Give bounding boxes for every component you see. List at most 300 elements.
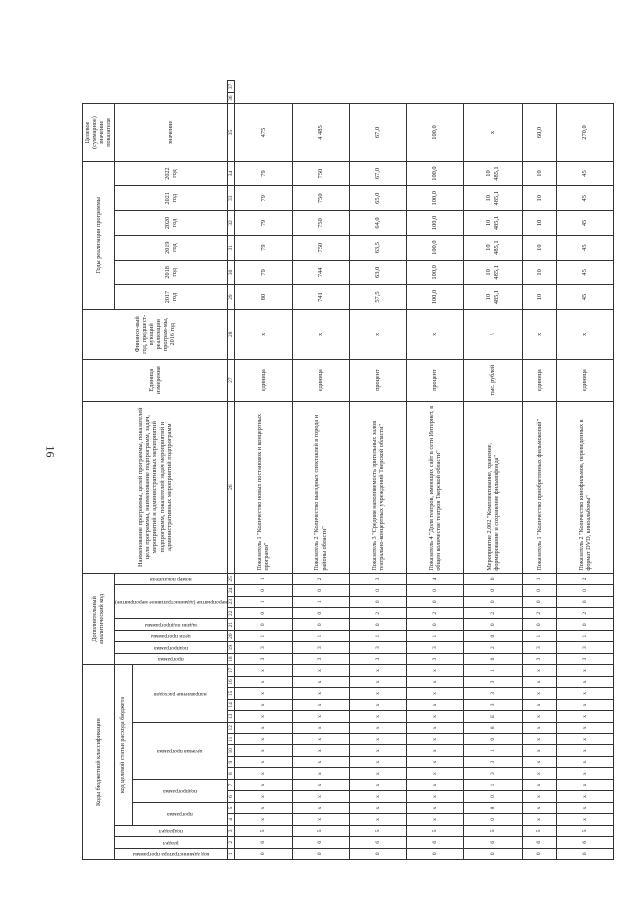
total-value-cell: 270,0 <box>556 104 613 161</box>
code-cell: 2 <box>463 608 522 619</box>
code-cell: 0 <box>235 848 292 859</box>
code-cell: x <box>235 676 292 687</box>
kcsr-header-program: программа <box>132 802 228 825</box>
code-cell: 0 <box>349 619 406 630</box>
year-value-cell: 10 485,1 <box>463 285 522 310</box>
code-header-goals: цели программы <box>114 630 228 641</box>
code-cell: x <box>235 802 292 813</box>
code-cell: x <box>406 722 463 733</box>
code-cell: x <box>292 802 349 813</box>
code-cell: 5 <box>406 825 463 836</box>
row-name-cell: Показатель 3 "Средняя наполняемость зрительных залов театрально-концертных учреждений Тверской области" <box>349 401 406 573</box>
code-header-indicator: номер показателя <box>114 573 228 584</box>
fin-year-cell: x <box>235 309 292 359</box>
code-cell: 1 <box>292 630 349 641</box>
code-cell: 3 <box>235 653 292 664</box>
year-value-cell: 10 485,1 <box>463 260 522 285</box>
code-cell: 1 <box>463 779 522 790</box>
code-cell: 5 <box>235 825 292 836</box>
column-number: 20 <box>228 630 235 641</box>
code-cell: x <box>406 711 463 722</box>
year-header-2018: 2018 год <box>114 260 228 285</box>
code-cell: x <box>349 711 406 722</box>
code-cell: 3 <box>522 642 556 653</box>
code-cell: x <box>556 711 613 722</box>
year-value-cell: 57,5 <box>349 285 406 310</box>
code-cell: x <box>292 665 349 676</box>
column-number: 34 <box>228 161 235 186</box>
code-cell: x <box>235 791 292 802</box>
code-cell: x <box>522 791 556 802</box>
code-cell: x <box>522 768 556 779</box>
unit-column-header: Единица измерения <box>83 359 228 401</box>
year-value-cell: 45 <box>556 211 613 236</box>
year-value-cell: 750 <box>292 161 349 186</box>
total-value-cell: 4 485 <box>292 104 349 161</box>
code-cell: x <box>406 745 463 756</box>
column-number: 1 <box>228 848 235 859</box>
code-cell: x <box>522 688 556 699</box>
code-cell: x <box>522 711 556 722</box>
year-value-cell: 10 <box>522 285 556 310</box>
code-cell: 0 <box>463 814 522 825</box>
year-value-cell: 65,0 <box>349 186 406 211</box>
code-cell: 1 <box>406 630 463 641</box>
unit-cell: тыс. рублей <box>463 359 522 401</box>
year-value-cell: 744 <box>292 260 349 285</box>
code-cell: x <box>522 745 556 756</box>
column-number: 36 <box>228 92 235 103</box>
code-cell: E <box>463 711 522 722</box>
program-table <box>82 80 614 860</box>
unit-cell: единица <box>235 359 292 401</box>
code-cell: x <box>522 665 556 676</box>
year-value-cell: 80 <box>235 285 292 310</box>
code-cell: x <box>556 676 613 687</box>
code-cell: 0 <box>292 619 349 630</box>
fin-year-column-header: Финансо-вый год, предшест-вующий реализации програм-мы, 2016 год <box>83 309 228 359</box>
table-row <box>235 81 292 860</box>
code-cell: x <box>556 768 613 779</box>
column-number: 22 <box>228 608 235 619</box>
code-cell: x <box>556 756 613 767</box>
code-cell: x <box>556 791 613 802</box>
year-value-cell: 45 <box>556 186 613 211</box>
year-value-cell: 750 <box>292 186 349 211</box>
code-cell: x <box>235 734 292 745</box>
code-cell: x <box>556 722 613 733</box>
row-name-cell: Мероприятие 2.002 "Комплектование, хранение, формирование и сохранение фильмофонда" <box>463 401 522 573</box>
code-cell: 5 <box>556 825 613 836</box>
code-cell: x <box>522 756 556 767</box>
code-cell: 0 <box>522 619 556 630</box>
years-group-header: Годы реализации программы <box>83 161 115 309</box>
code-cell: x <box>349 768 406 779</box>
column-number: 29 <box>228 285 235 310</box>
column-number: 3 <box>228 825 235 836</box>
fin-year-cell: x <box>522 309 556 359</box>
code-cell: 3 <box>556 653 613 664</box>
year-value-cell: 100,0 <box>406 211 463 236</box>
year-value-cell: 45 <box>556 285 613 310</box>
code-cell: x <box>406 791 463 802</box>
column-number: 9 <box>228 756 235 767</box>
code-cell: x <box>292 734 349 745</box>
code-cell: 3 <box>292 653 349 664</box>
unit-cell: единица <box>522 359 556 401</box>
code-cell: 3 <box>406 653 463 664</box>
code-cell: x <box>292 699 349 710</box>
code-cell: x <box>556 734 613 745</box>
column-number: 7 <box>228 779 235 790</box>
year-value-cell: 63,0 <box>349 260 406 285</box>
fin-year-cell: x <box>406 309 463 359</box>
code-cell: 3 <box>349 573 406 584</box>
code-cell: x <box>406 768 463 779</box>
column-number: 21 <box>228 619 235 630</box>
code-cell: x <box>292 676 349 687</box>
code-cell: x <box>292 779 349 790</box>
year-value-cell: 10 485,1 <box>463 235 522 260</box>
code-cell: x <box>349 699 406 710</box>
year-value-cell: 750 <box>292 235 349 260</box>
code-cell: x <box>349 745 406 756</box>
table-row <box>406 81 463 860</box>
column-number: 18 <box>228 653 235 664</box>
row-name-cell: Показатель 4 "Доля театров, имеющих сайт в сети Интернет, в общем количестве театров Тверской области" <box>406 401 463 573</box>
table-row <box>463 81 522 860</box>
column-number: 8 <box>228 768 235 779</box>
column-number: 33 <box>228 186 235 211</box>
code-cell: 3 <box>463 768 522 779</box>
code-cell: 6 <box>463 837 522 848</box>
code-cell: x <box>522 734 556 745</box>
total-value-cell: 100,0 <box>406 104 463 161</box>
code-cell: 8 <box>463 802 522 813</box>
code-cell: x <box>406 699 463 710</box>
code-cell: x <box>235 699 292 710</box>
code-cell: x <box>522 722 556 733</box>
code-cell: x <box>406 676 463 687</box>
column-number: 31 <box>228 235 235 260</box>
column-number: 13 <box>228 711 235 722</box>
column-number: 19 <box>228 642 235 653</box>
kcsr-header-target: целевая программа <box>132 722 228 779</box>
year-value-cell: 10 <box>522 161 556 186</box>
total-value-cell: x <box>463 104 522 161</box>
code-cell: x <box>406 756 463 767</box>
code-cell: 0 <box>349 848 406 859</box>
code-cell: x <box>235 768 292 779</box>
column-number: 37 <box>228 81 235 93</box>
code-cell: 0 <box>292 608 349 619</box>
column-number: 2 <box>228 837 235 848</box>
kcsr-header-direction: направление расходов <box>132 665 228 722</box>
year-value-cell: 10 <box>522 211 556 236</box>
code-cell: x <box>556 779 613 790</box>
year-value-cell: 10 485,1 <box>463 161 522 186</box>
code-cell: 0 <box>349 596 406 607</box>
code-cell: 4 <box>406 573 463 584</box>
code-cell: 2 <box>556 573 613 584</box>
code-cell: 6 <box>522 837 556 848</box>
code-cell: x <box>522 814 556 825</box>
year-value-cell: 45 <box>556 260 613 285</box>
code-cell: x <box>349 791 406 802</box>
table-row <box>522 81 556 860</box>
code-cell: 0 <box>406 596 463 607</box>
code-cell: x <box>406 779 463 790</box>
code-cell: 3 <box>463 756 522 767</box>
code-cell: 2 <box>463 642 522 653</box>
code-cell: x <box>292 791 349 802</box>
code-cell: 6 <box>235 837 292 848</box>
code-header-tasks: задачи подпрограммы <box>114 619 228 630</box>
fin-year-cell: x <box>556 309 613 359</box>
year-value-cell: 100,0 <box>406 161 463 186</box>
column-number: 10 <box>228 745 235 756</box>
code-cell: x <box>406 734 463 745</box>
column-number: 24 <box>228 585 235 596</box>
code-cell: x <box>235 745 292 756</box>
year-value-cell: 10 <box>522 235 556 260</box>
code-cell: x <box>522 802 556 813</box>
year-value-cell: 63,5 <box>349 235 406 260</box>
row-name-cell: Показатель 2 "Количество выездных спектаклей в города и районы области" <box>292 401 349 573</box>
code-cell: 1 <box>522 573 556 584</box>
code-cell: 2 <box>556 608 613 619</box>
row-name-cell: Показатель 1 "Количество новых постановок и концертных программ" <box>235 401 292 573</box>
code-cell: x <box>292 745 349 756</box>
kcsr-group-header: код целевой статьи расхода бюджета <box>114 665 132 825</box>
code-cell: 3 <box>349 653 406 664</box>
unit-cell: единица <box>292 359 349 401</box>
code-cell: x <box>349 688 406 699</box>
code-cell: 2 <box>292 573 349 584</box>
code-cell: 0 <box>349 585 406 596</box>
code-cell: 0 <box>522 596 556 607</box>
column-number: 27 <box>228 359 235 401</box>
code-header-measure: мероприятие (административное мероприятие) <box>114 585 228 619</box>
code-cell: 1 <box>235 630 292 641</box>
table-row <box>292 81 349 860</box>
code-cell: x <box>292 756 349 767</box>
code-cell: x <box>349 756 406 767</box>
code-cell: 3 <box>406 642 463 653</box>
column-number: 35 <box>228 104 235 161</box>
year-header-2019: 2019 год <box>114 235 228 260</box>
column-number: 23 <box>228 596 235 607</box>
column-number: 15 <box>228 688 235 699</box>
code-cell: 3 <box>463 688 522 699</box>
total-value-cell: 60,0 <box>522 104 556 161</box>
code-cell: 6 <box>292 837 349 848</box>
code-cell: x <box>406 688 463 699</box>
code-cell: 3 <box>463 676 522 687</box>
code-cell: 3 <box>235 642 292 653</box>
code-cell: x <box>349 814 406 825</box>
code-cell: 0 <box>463 585 522 596</box>
code-cell: 5 <box>292 825 349 836</box>
column-number: 28 <box>228 309 235 359</box>
code-cell: x <box>235 722 292 733</box>
kbk-group-header: Коды бюджетной классификации <box>83 665 115 860</box>
code-cell: 2 <box>406 608 463 619</box>
year-value-cell: 100,0 <box>406 285 463 310</box>
code-cell: x <box>292 688 349 699</box>
year-value-cell: 100,0 <box>406 260 463 285</box>
code-cell: x <box>235 688 292 699</box>
code-cell: 0 <box>522 848 556 859</box>
column-number: 26 <box>228 401 235 573</box>
year-header-2020: 2020 год <box>114 211 228 236</box>
code-cell: 1 <box>463 745 522 756</box>
column-number: 6 <box>228 791 235 802</box>
code-header-podrazdel: подраздел <box>114 825 228 836</box>
code-cell: 0 <box>556 596 613 607</box>
code-cell: 0 <box>463 596 522 607</box>
column-number: 11 <box>228 734 235 745</box>
column-number: 14 <box>228 699 235 710</box>
code-cell: 0 <box>406 585 463 596</box>
column-number: 32 <box>228 211 235 236</box>
name-column-header: Наименование программы, целей программы, показателей цели программы, наименование подпрограмм, задач, мероприятий и административных мероприятий подпрограмм, показателей задач мероприятий и административных мероприятий подпрограмм <box>83 401 228 573</box>
code-cell: 0 <box>235 608 292 619</box>
code-cell: 1 <box>235 573 292 584</box>
code-cell: x <box>406 802 463 813</box>
code-cell: 3 <box>463 699 522 710</box>
code-cell: 0 <box>463 619 522 630</box>
code-cell: 1 <box>292 596 349 607</box>
code-cell: 1 <box>349 630 406 641</box>
total-value-cell: 67,0 <box>349 104 406 161</box>
code-cell: x <box>235 711 292 722</box>
code-cell: x <box>235 814 292 825</box>
code-header-razdel: раздел <box>114 837 228 848</box>
code-cell: x <box>556 665 613 676</box>
column-number: 30 <box>228 260 235 285</box>
code-cell: x <box>235 756 292 767</box>
column-number: 5 <box>228 802 235 813</box>
code-cell: x <box>556 745 613 756</box>
year-value-cell: 79 <box>235 161 292 186</box>
code-cell: x <box>556 699 613 710</box>
code-cell: 2 <box>349 608 406 619</box>
code-cell: 0 <box>463 573 522 584</box>
year-value-cell: 67,0 <box>349 161 406 186</box>
code-cell: 0 <box>292 585 349 596</box>
code-cell: 1 <box>556 630 613 641</box>
year-header-2022: 2022 год <box>114 161 228 186</box>
code-cell: x <box>349 665 406 676</box>
code-cell: x <box>406 814 463 825</box>
code-cell: 0 <box>556 619 613 630</box>
code-cell: x <box>406 665 463 676</box>
code-cell: x <box>235 779 292 790</box>
code-cell: 0 <box>463 791 522 802</box>
code-cell: x <box>556 802 613 813</box>
code-cell: 2 <box>522 608 556 619</box>
code-cell: x <box>349 722 406 733</box>
code-cell: 3 <box>292 642 349 653</box>
code-cell: 6 <box>349 837 406 848</box>
code-cell: x <box>349 734 406 745</box>
table-row <box>556 81 613 860</box>
dop-code-group-header: Дополнительный аналитический код <box>83 573 115 665</box>
year-header-2021: 2021 год <box>114 186 228 211</box>
code-cell: x <box>349 676 406 687</box>
code-cell: x <box>292 711 349 722</box>
code-cell: x <box>522 676 556 687</box>
total-group-header: Целевое (суммарное) значение показателя <box>83 104 115 161</box>
kcsr-header-subprogram: подпрограмма <box>132 779 228 802</box>
code-cell: 0 <box>522 585 556 596</box>
column-number: 4 <box>228 814 235 825</box>
code-cell: x <box>235 665 292 676</box>
year-value-cell: 10 <box>522 260 556 285</box>
code-cell: 3 <box>556 642 613 653</box>
year-value-cell: 64,0 <box>349 211 406 236</box>
code-cell: 0 <box>292 848 349 859</box>
year-value-cell: 100,0 <box>406 235 463 260</box>
unit-cell: процент <box>349 359 406 401</box>
fin-year-cell: \ <box>463 309 522 359</box>
code-cell: 0 <box>463 734 522 745</box>
column-numbers-row <box>228 81 235 860</box>
code-cell: 5 <box>349 825 406 836</box>
code-header-program: программа <box>114 653 228 664</box>
code-header-admin: код администратора программы <box>114 848 228 859</box>
unit-cell: единица <box>556 359 613 401</box>
code-cell: 0 <box>463 653 522 664</box>
year-value-cell: 79 <box>235 235 292 260</box>
code-cell: x <box>349 802 406 813</box>
code-cell: 1 <box>235 596 292 607</box>
code-cell: x <box>522 699 556 710</box>
code-cell: 6 <box>406 837 463 848</box>
code-cell: x <box>292 814 349 825</box>
code-cell: x <box>292 768 349 779</box>
code-cell: 3 <box>522 653 556 664</box>
year-header-2017: 2017 год <box>114 285 228 310</box>
row-name-cell: Показатель 2 "Количество кинофильмов, переведенных в формат DVD, киноальбомы" <box>556 401 613 573</box>
column-number: 17 <box>228 665 235 676</box>
code-cell: x <box>292 722 349 733</box>
code-cell: x <box>522 779 556 790</box>
year-value-cell: 45 <box>556 235 613 260</box>
year-value-cell: 10 485,1 <box>463 211 522 236</box>
code-cell: 1 <box>463 665 522 676</box>
code-cell: x <box>556 814 613 825</box>
code-cell: 0 <box>556 848 613 859</box>
unit-cell: процент <box>406 359 463 401</box>
column-number: 25 <box>228 573 235 584</box>
fin-year-cell: x <box>349 309 406 359</box>
year-value-cell: 10 485,1 <box>463 186 522 211</box>
code-cell: x <box>556 688 613 699</box>
code-cell: 1 <box>522 630 556 641</box>
code-cell: 0 <box>463 630 522 641</box>
table-row <box>349 81 406 860</box>
column-number: 16 <box>228 676 235 687</box>
year-value-cell: 100,0 <box>406 186 463 211</box>
total-value-cell: 475 <box>235 104 292 161</box>
row-name-cell: Показатель 1 "Количество приобретенных фильмокопий" <box>522 401 556 573</box>
code-header-subprogram: подпрограмма <box>114 642 228 653</box>
code-cell: 6 <box>556 837 613 848</box>
year-value-cell: 741 <box>292 285 349 310</box>
code-cell: 0 <box>406 848 463 859</box>
